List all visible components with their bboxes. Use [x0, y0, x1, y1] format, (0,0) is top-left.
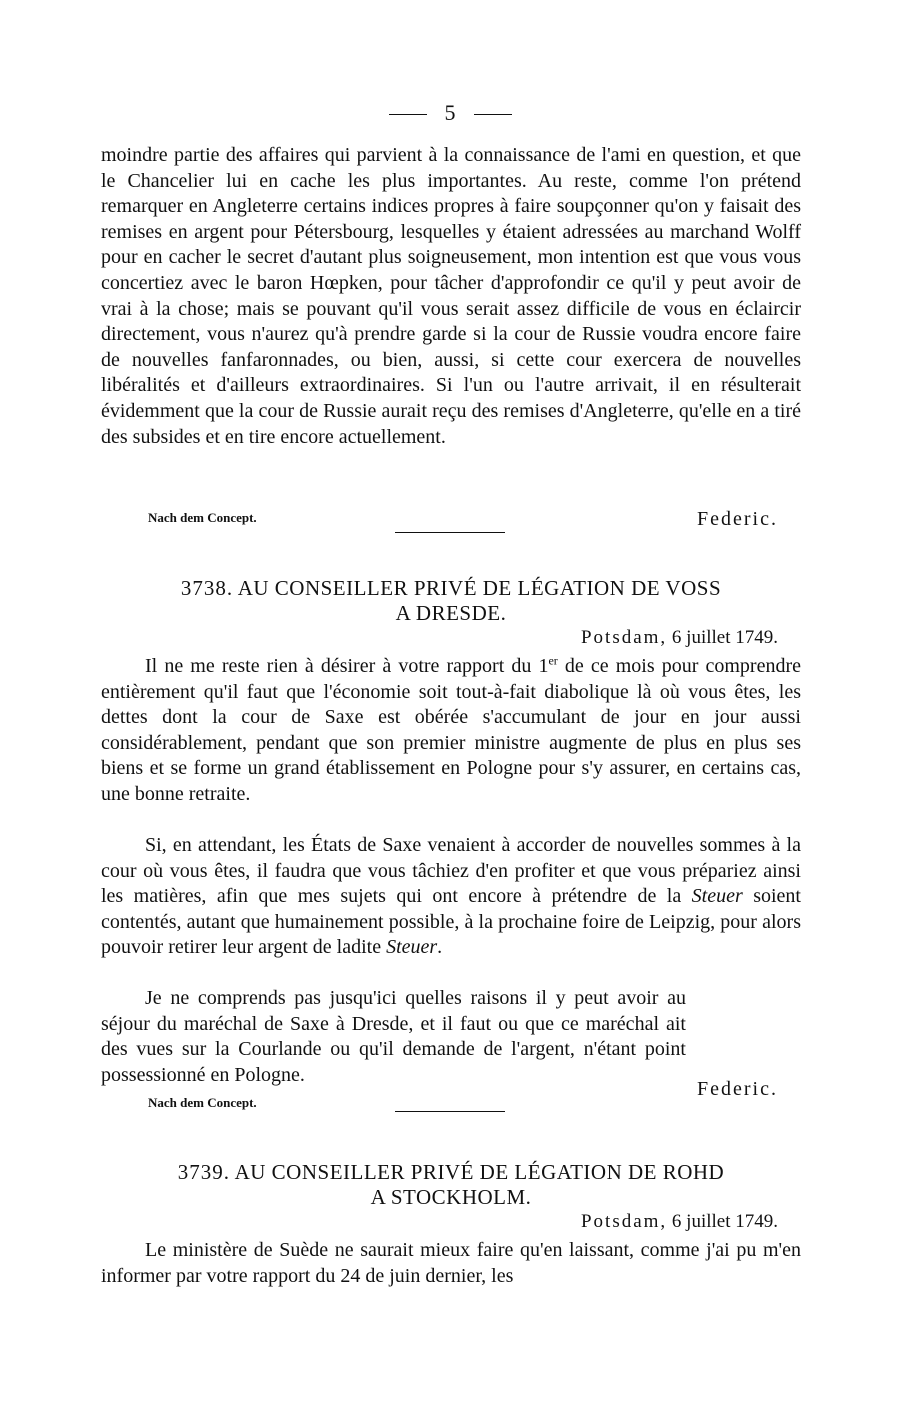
continuation-paragraph: moindre partie des affaires qui parvient à la connaissance de l'ami en question, et que le Chancelier lui en cache les plus importantes. Au reste, comme l'on prétend remarquer en Angleterre certains indices propres à faire soupçonner qu'on y faisait des remises en argent pour Pétersbourg, lesquelles y étaient adressées au marchand Wolff pour en cacher le secret d'autant plus soigneusement, mon intention est que vous vous concertiez avec le baron Hœpken, pour tâcher d'approfondir ce qu'il y peut avoir de vrai à la chose; mais se pouvant qu'il vous serait assez difficile de vous en éclaircir directement, vous n'aurez qu'à prendre garde si la cour de Russie voudra encore faire de nouvelles fanfaronnades, ou bien, aussi, si cette cour exercera de nouvelles libéralités et d'ailleurs extraordinaires. Si l'un ou l'autre arrivait, il en résulterait évidemment que la cour de Russie aurait reçu des remises d'Angleterre, qu'elle en a tiré des subsides et en tire encore actuellement. — [101, 144, 801, 448]
letter-3738-paragraph-2 — [101, 833, 801, 961]
letter-3738-p1-superscript: er — [548, 653, 558, 668]
letter-3738-p1-text-b: de ce mois pour comprendre entièrement qu'il faut que l'économie soit tout-à-fait diabolique là où vous êtes, les dettes dont la cour de Saxe est obérée s'accumulant de jour en jour aussi considérablement, pendant que son premier ministre augmente de plus en plus ses biens et se forme un grand établissement en Pologne pour s'y assurer, en certains cas, une bonne retraite. — [101, 655, 802, 805]
letter-3738-p2-text-c: . — [437, 936, 443, 959]
letter-3738-p1-text-a: Il ne me reste rien à désirer à votre rapport du 1 — [145, 655, 549, 677]
source-note-2: Nach dem Concept. — [148, 1095, 257, 1110]
letter-3738-paragraph-3: Je ne comprends pas jusqu'ici quelles raisons il y peut avoir au séjour du maréchal de Saxe à Dresde, et il faut ou que ce maréchal ait des vues sur la Courlande ou qu'il demande de l'argent, n'étant point possessionné en Pologne. — [101, 987, 686, 1086]
letter-3738-paragraph-1 — [101, 654, 801, 808]
letter-3738-addressee: AU CONSEILLER PRIVÉ DE LÉGATION DE VOSS — [237, 576, 722, 600]
letter-3738-heading — [101, 576, 801, 626]
letter-3739-place: Potsdam, — [580, 1211, 668, 1232]
section-divider-2 — [395, 1111, 505, 1112]
letter-3738-p2-text-b: soient contentés, autant que humainement possible, à la prochaine foire de Leipzig, pour alors pouvoir retirer leur argent de ladite — [101, 885, 801, 959]
letter-3738-p2-emphasis-1: Steuer — [691, 885, 743, 908]
section-divider-1 — [395, 532, 505, 533]
letter-3738-p2-emphasis-2: Steuer — [386, 936, 438, 959]
page-number-value: 5 — [444, 100, 456, 125]
letter-3738-dateline — [581, 627, 778, 649]
letter-3739-number: 3739. — [177, 1160, 230, 1184]
letter-3739-date: 6 juillet 1749. — [671, 1211, 778, 1232]
letter-3738-date: 6 juillet 1749. — [671, 627, 778, 648]
letter-3739-paragraph-1: Le ministère de Suède ne saurait mieux faire qu'en laissant, comme j'ai pu m'en informer par votre rapport du 24 de juin dernier, les — [101, 1239, 801, 1287]
signature-1: Federic. — [697, 508, 778, 530]
source-note-1: Nach dem Concept. — [148, 510, 257, 525]
letter-3739-heading — [101, 1160, 801, 1210]
letter-3738-place: Potsdam, — [580, 627, 668, 648]
page-number-dash-left — [389, 114, 427, 115]
page-number — [0, 100, 900, 126]
letter-3738-destination: A DRESDE. — [395, 601, 507, 625]
letter-3738-number: 3738. — [180, 576, 234, 600]
letter-3739-destination: A STOCKHOLM. — [370, 1185, 532, 1209]
letter-3739-dateline — [581, 1211, 778, 1233]
page-number-dash-right — [474, 114, 512, 115]
signature-2: Federic. — [697, 1078, 778, 1100]
letter-3739-addressee: AU CONSEILLER PRIVÉ DE LÉGATION DE ROHD — [234, 1160, 725, 1184]
letter-3738-p2-text-a: Si, en attendant, les États de Saxe venaient à accorder de nouvelles sommes à la cour où vous êtes, il faudra que vous tâchiez d'en profiter et que vous prépariez ainsi les matières, afin que mes sujets qui ont encore à prétendre de la — [101, 834, 801, 908]
